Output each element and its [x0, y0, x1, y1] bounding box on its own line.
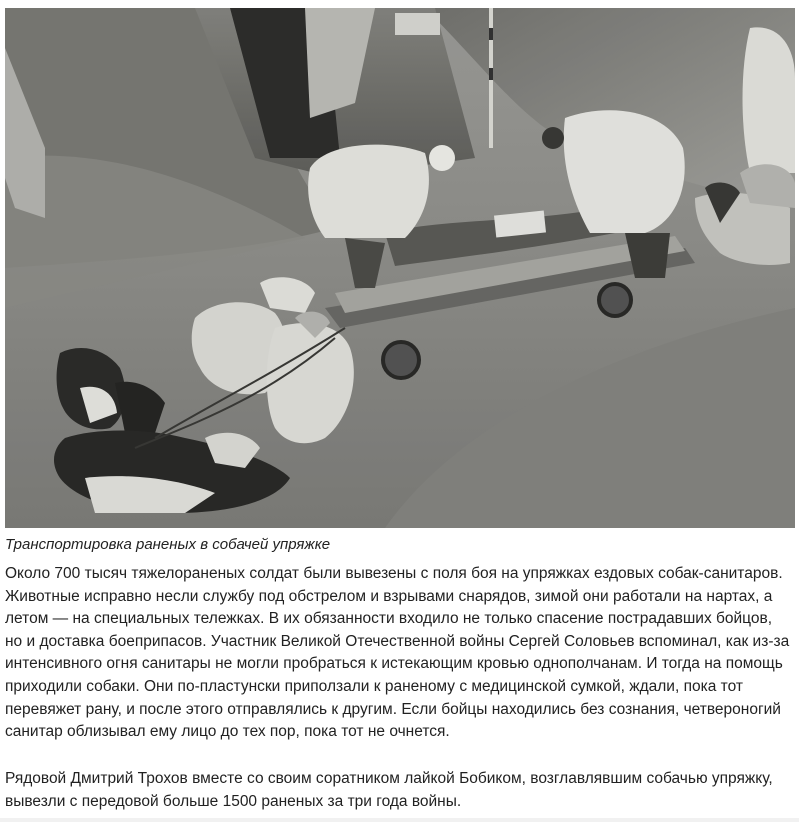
- article-photo: [5, 8, 795, 528]
- article-paragraph: Около 700 тысяч тяжелораненых солдат были вывезены с поля боя на упряжках ездовых собак-санитаров. Животные исправно несли службу под обстрелом и взрывами снарядов, зимой они работали на нартах, а летом — на специальных тележках. В их обязанности входило не только спасение пострадавших бойцов, но и доставка боеприпасов. Участник Великой Отечественной войны Сергей Соловьев вспоминал, как из-за интенсивного огня санитары не могли пробраться к истекающим кровью однополчанам. И тогда на помощь приходили собаки. Они по-пластунски приползали к раненому с медицинской сумкой, ждали, пока тот перевяжет рану, и после этого отправлялись к другим. Если бойцы находились без сознания, четвероногий санитар облизывал ему лицо до тех пор, пока тот не очнется.: [5, 565, 790, 741]
- photo-caption: Транспортировка раненых в собачей упряжке: [5, 536, 331, 553]
- article-paragraph: Рядовой Дмитрий Трохов вместе со своим соратником лайкой Бобиком, возглавлявшим собачью упряжку, вывезли с передовой больше 1500 раненых за три года войны.: [5, 770, 773, 810]
- bottom-divider: [0, 818, 799, 822]
- photo-wounded-transport-image: [5, 8, 795, 528]
